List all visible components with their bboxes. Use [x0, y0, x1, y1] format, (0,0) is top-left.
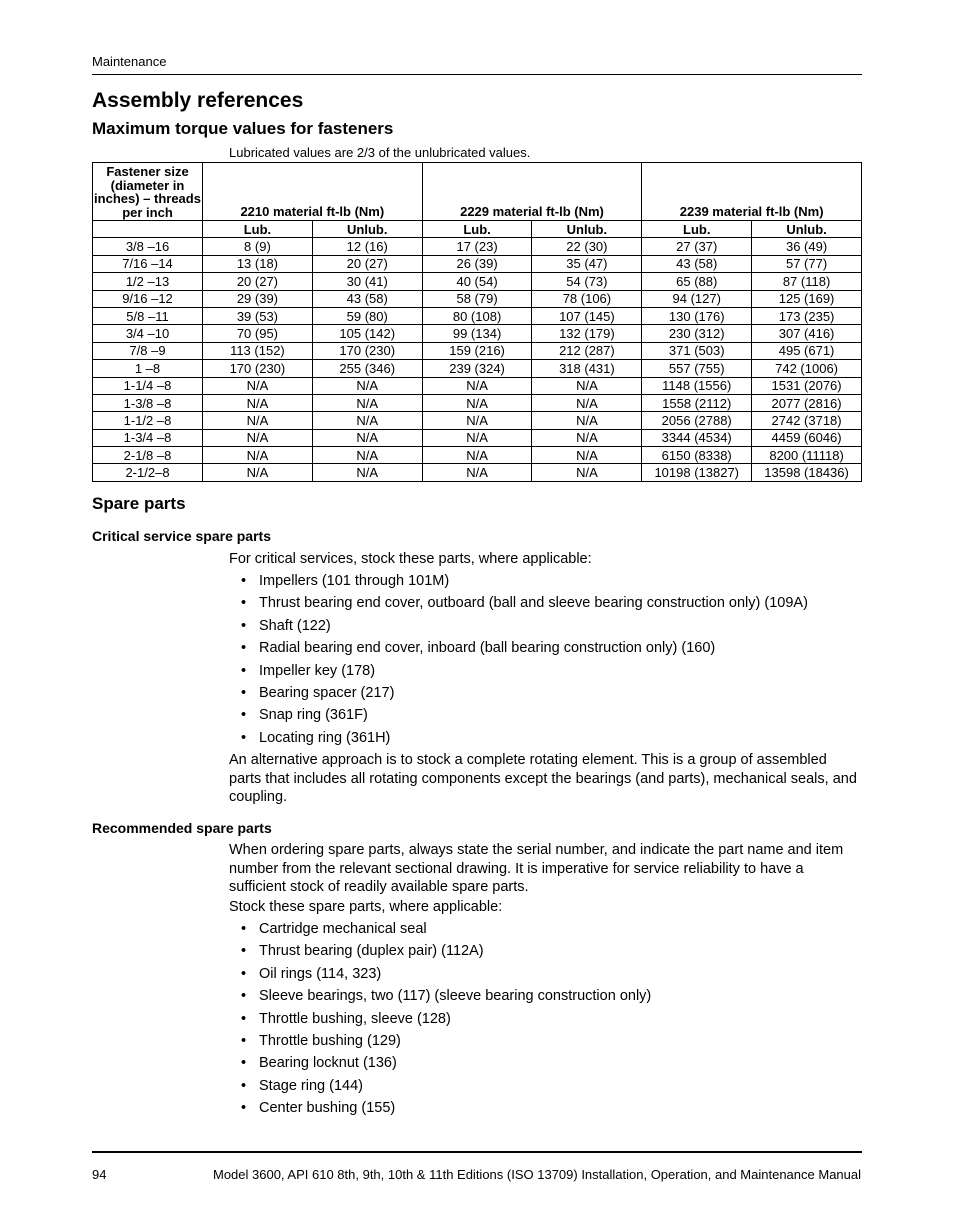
- torque-value-cell: 4459 (6046): [752, 429, 862, 446]
- torque-value-cell: N/A: [203, 394, 313, 411]
- list-item-text: Oil rings (114, 323): [259, 965, 382, 982]
- list-item-text: Shaft (122): [259, 617, 331, 634]
- bullet-icon: •: [241, 1077, 247, 1094]
- bullet-icon: •: [241, 617, 247, 634]
- torque-value-cell: 87 (118): [752, 273, 862, 290]
- bullet-icon: •: [241, 1055, 247, 1072]
- list-item: [241, 1054, 651, 1076]
- group-header-2229: 2229 material ft-lb (Nm): [422, 163, 642, 221]
- torque-table: [92, 162, 862, 482]
- group-header-2210: 2210 material ft-lb (Nm): [203, 163, 423, 221]
- torque-value-cell: 495 (671): [752, 342, 862, 359]
- torque-value-cell: N/A: [532, 447, 642, 464]
- subheader-unlub: Unlub.: [752, 221, 862, 238]
- fastener-size-cell: 5/8 –11: [93, 307, 203, 324]
- critical-heading: Critical service spare parts: [92, 528, 271, 544]
- manual-title: Model 3600, API 610 8th, 9th, 10th & 11th Editions (ISO 13709) Installation, Operation, and Maintenance Manual: [212, 1167, 861, 1182]
- fastener-size-cell: 1-3/8 –8: [93, 394, 203, 411]
- torque-value-cell: 58 (79): [422, 290, 532, 307]
- table-row: [93, 412, 862, 429]
- torque-value-cell: 36 (49): [752, 238, 862, 255]
- torque-value-cell: 1531 (2076): [752, 377, 862, 394]
- torque-value-cell: 17 (23): [422, 238, 532, 255]
- torque-value-cell: 80 (108): [422, 307, 532, 324]
- torque-value-cell: 29 (39): [203, 290, 313, 307]
- torque-value-cell: 173 (235): [752, 307, 862, 324]
- torque-value-cell: N/A: [532, 377, 642, 394]
- torque-value-cell: 125 (169): [752, 290, 862, 307]
- subheader-empty: [93, 221, 203, 238]
- subheader-unlub: Unlub.: [312, 221, 422, 238]
- table-row: [93, 377, 862, 394]
- fastener-size-cell: 3/8 –16: [93, 238, 203, 255]
- bullet-icon: •: [241, 988, 247, 1005]
- table-row: [93, 325, 862, 342]
- torque-value-cell: N/A: [203, 412, 313, 429]
- group-header-2239: 2239 material ft-lb (Nm): [642, 163, 862, 221]
- running-header: Maintenance: [92, 54, 862, 75]
- list-item-text: Sleeve bearings, two (117) (sleeve bearing construction only): [259, 988, 652, 1005]
- torque-value-cell: N/A: [312, 429, 422, 446]
- list-item-text: Bearing spacer (217): [259, 684, 395, 701]
- list-item-text: Impellers (101 through 101M): [259, 573, 450, 589]
- list-item-text: Center bushing (155): [259, 1100, 396, 1117]
- list-item: [241, 1010, 651, 1032]
- recommended-parts-list: [241, 920, 651, 1122]
- torque-value-cell: 27 (37): [642, 238, 752, 255]
- torque-table-body: [93, 238, 862, 481]
- table-row: [93, 342, 862, 359]
- torque-value-cell: 6150 (8338): [642, 447, 752, 464]
- bullet-icon: •: [241, 1010, 247, 1027]
- bullet-icon: •: [241, 1100, 247, 1117]
- list-item: [241, 1032, 651, 1054]
- list-item-text: Snap ring (361F): [259, 707, 368, 724]
- torque-value-cell: N/A: [422, 412, 532, 429]
- fastener-size-header: Fastener size (diameter in inches) – threads per inch: [94, 164, 201, 220]
- torque-value-cell: N/A: [203, 464, 313, 481]
- torque-value-cell: 43 (58): [642, 255, 752, 272]
- torque-value-cell: 8 (9): [203, 238, 313, 255]
- torque-value-cell: 170 (230): [312, 342, 422, 359]
- torque-note: Lubricated values are 2/3 of the unlubricated values.: [229, 145, 531, 160]
- table-row: [93, 429, 862, 446]
- torque-value-cell: 99 (134): [422, 325, 532, 342]
- torque-value-cell: N/A: [422, 447, 532, 464]
- torque-value-cell: 2077 (2816): [752, 394, 862, 411]
- bullet-icon: •: [241, 921, 247, 937]
- torque-value-cell: 26 (39): [422, 255, 532, 272]
- list-item-text: Locating ring (361H): [259, 729, 391, 746]
- fastener-size-cell: 1-1/2 –8: [93, 412, 203, 429]
- fastener-size-cell: 1-3/4 –8: [93, 429, 203, 446]
- spare-parts-heading: Spare parts: [92, 494, 186, 513]
- list-item: [241, 987, 651, 1009]
- torque-value-cell: N/A: [532, 429, 642, 446]
- torque-value-cell: 8200 (11118): [752, 447, 862, 464]
- torque-value-cell: 57 (77): [752, 255, 862, 272]
- list-item: [241, 920, 651, 942]
- recommended-heading: Recommended spare parts: [92, 820, 272, 836]
- table-row: [93, 394, 862, 411]
- subheader-lub: Lub.: [203, 221, 313, 238]
- torque-value-cell: 54 (73): [532, 273, 642, 290]
- torque-value-cell: 557 (755): [642, 360, 752, 377]
- torque-value-cell: N/A: [312, 394, 422, 411]
- list-item-text: Bearing locknut (136): [259, 1055, 397, 1072]
- subheader-unlub: Unlub.: [532, 221, 642, 238]
- fastener-size-cell: 9/16 –12: [93, 290, 203, 307]
- list-item-text: Throttle bushing (129): [259, 1032, 401, 1049]
- list-item: [241, 1099, 651, 1121]
- bullet-icon: •: [241, 640, 247, 657]
- bullet-icon: •: [241, 662, 247, 679]
- torque-value-cell: 12 (16): [312, 238, 422, 255]
- bullet-icon: •: [241, 573, 247, 589]
- table-row: [93, 360, 862, 377]
- list-item: [241, 639, 808, 661]
- bullet-icon: •: [241, 707, 247, 724]
- torque-value-cell: 13 (18): [203, 255, 313, 272]
- subheader-lub: Lub.: [422, 221, 532, 238]
- torque-value-cell: 1148 (1556): [642, 377, 752, 394]
- list-item: [241, 572, 808, 594]
- torque-value-cell: N/A: [532, 464, 642, 481]
- fastener-size-cell: 1-1/4 –8: [93, 377, 203, 394]
- recommended-intro: When ordering spare parts, always state the serial number, and indicate the part name and item number from the relevant sectional drawing. It is imperative for service reliability to have a sufficient stock of readily available spare parts.: [229, 842, 844, 895]
- table-row: [93, 447, 862, 464]
- torque-value-cell: 318 (431): [532, 360, 642, 377]
- list-item: [241, 942, 651, 964]
- torque-value-cell: 2056 (2788): [642, 412, 752, 429]
- torque-value-cell: 3344 (4534): [642, 429, 752, 446]
- torque-value-cell: 94 (127): [642, 290, 752, 307]
- torque-value-cell: 212 (287): [532, 342, 642, 359]
- torque-value-cell: N/A: [422, 464, 532, 481]
- torque-value-cell: 78 (106): [532, 290, 642, 307]
- recommended-stock: Stock these spare parts, where applicable:: [229, 899, 503, 915]
- torque-value-cell: 170 (230): [203, 360, 313, 377]
- bullet-icon: •: [241, 684, 247, 701]
- torque-value-cell: 130 (176): [642, 307, 752, 324]
- fastener-size-cell: 1 –8: [93, 360, 203, 377]
- torque-value-cell: 2742 (3718): [752, 412, 862, 429]
- list-item: [241, 706, 808, 728]
- torque-value-cell: 1558 (2112): [642, 394, 752, 411]
- table-row: [93, 290, 862, 307]
- alternative-paragraph: An alternative approach is to stock a complete rotating element. This is a group of assembled parts that includes all rotating components except the bearings (and parts), mechanical seals, and coupling.: [229, 752, 857, 805]
- list-item-text: Thrust bearing (duplex pair) (112A): [259, 943, 484, 960]
- critical-intro: For critical services, stock these parts, where applicable:: [229, 551, 592, 567]
- torque-value-cell: 255 (346): [312, 360, 422, 377]
- torque-value-cell: 59 (80): [312, 307, 422, 324]
- torque-value-cell: 39 (53): [203, 307, 313, 324]
- list-item: [241, 1077, 651, 1099]
- torque-value-cell: N/A: [203, 447, 313, 464]
- bullet-icon: •: [241, 595, 247, 612]
- torque-value-cell: 20 (27): [312, 255, 422, 272]
- torque-value-cell: 13598 (18436): [752, 464, 862, 481]
- list-item-text: Stage ring (144): [259, 1077, 363, 1094]
- torque-value-cell: N/A: [422, 429, 532, 446]
- torque-value-cell: 742 (1006): [752, 360, 862, 377]
- torque-value-cell: 43 (58): [312, 290, 422, 307]
- table-row: [93, 307, 862, 324]
- torque-value-cell: 35 (47): [532, 255, 642, 272]
- torque-heading: Maximum torque values for fasteners: [92, 119, 394, 138]
- list-item-text: Cartridge mechanical seal: [259, 921, 427, 937]
- torque-value-cell: 20 (27): [203, 273, 313, 290]
- list-item: [241, 684, 808, 706]
- torque-value-cell: 113 (152): [203, 342, 313, 359]
- table-row: [93, 238, 862, 255]
- torque-value-cell: 65 (88): [642, 273, 752, 290]
- fastener-size-cell: 3/4 –10: [93, 325, 203, 342]
- torque-value-cell: N/A: [422, 377, 532, 394]
- list-item-text: Radial bearing end cover, inboard (ball bearing construction only) (160): [259, 640, 716, 657]
- critical-parts-list: [241, 572, 808, 751]
- torque-value-cell: 132 (179): [532, 325, 642, 342]
- list-item-text: Thrust bearing end cover, outboard (ball and sleeve bearing construction only) (109A): [259, 595, 808, 612]
- fastener-size-cell: 1/2 –13: [93, 273, 203, 290]
- torque-value-cell: 40 (54): [422, 273, 532, 290]
- bullet-icon: •: [241, 729, 247, 746]
- torque-value-cell: N/A: [312, 447, 422, 464]
- torque-value-cell: 307 (416): [752, 325, 862, 342]
- torque-value-cell: 105 (142): [312, 325, 422, 342]
- fastener-size-cell: 7/16 –14: [93, 255, 203, 272]
- torque-value-cell: 159 (216): [422, 342, 532, 359]
- subheader-lub: Lub.: [642, 221, 752, 238]
- torque-value-cell: 70 (95): [203, 325, 313, 342]
- torque-value-cell: 371 (503): [642, 342, 752, 359]
- footer-rule: [92, 1151, 862, 1153]
- torque-value-cell: 230 (312): [642, 325, 752, 342]
- torque-value-cell: 22 (30): [532, 238, 642, 255]
- list-item: [241, 729, 808, 751]
- torque-value-cell: N/A: [422, 394, 532, 411]
- torque-value-cell: N/A: [312, 464, 422, 481]
- bullet-icon: •: [241, 943, 247, 960]
- list-item: [241, 662, 808, 684]
- table-row: [93, 255, 862, 272]
- list-item: [241, 617, 808, 639]
- torque-value-cell: N/A: [203, 429, 313, 446]
- fastener-size-cell: 2-1/8 –8: [93, 447, 203, 464]
- fastener-size-cell: 2-1/2–8: [93, 464, 203, 481]
- bullet-icon: •: [241, 965, 247, 982]
- table-row: [93, 273, 862, 290]
- torque-value-cell: N/A: [532, 412, 642, 429]
- list-item: [241, 965, 651, 987]
- table-row: [93, 464, 862, 481]
- torque-value-cell: N/A: [312, 377, 422, 394]
- torque-value-cell: N/A: [203, 377, 313, 394]
- torque-value-cell: 10198 (13827): [642, 464, 752, 481]
- torque-value-cell: 107 (145): [532, 307, 642, 324]
- list-item: [241, 594, 808, 616]
- torque-value-cell: 30 (41): [312, 273, 422, 290]
- page-title: Assembly references: [92, 89, 304, 112]
- list-item-text: Throttle bushing, sleeve (128): [259, 1010, 451, 1027]
- torque-value-cell: N/A: [312, 412, 422, 429]
- fastener-size-cell: 7/8 –9: [93, 342, 203, 359]
- list-item-text: Impeller key (178): [259, 662, 376, 679]
- torque-value-cell: N/A: [532, 394, 642, 411]
- bullet-icon: •: [241, 1032, 247, 1049]
- page-number: 94: [92, 1167, 107, 1182]
- torque-value-cell: 239 (324): [422, 360, 532, 377]
